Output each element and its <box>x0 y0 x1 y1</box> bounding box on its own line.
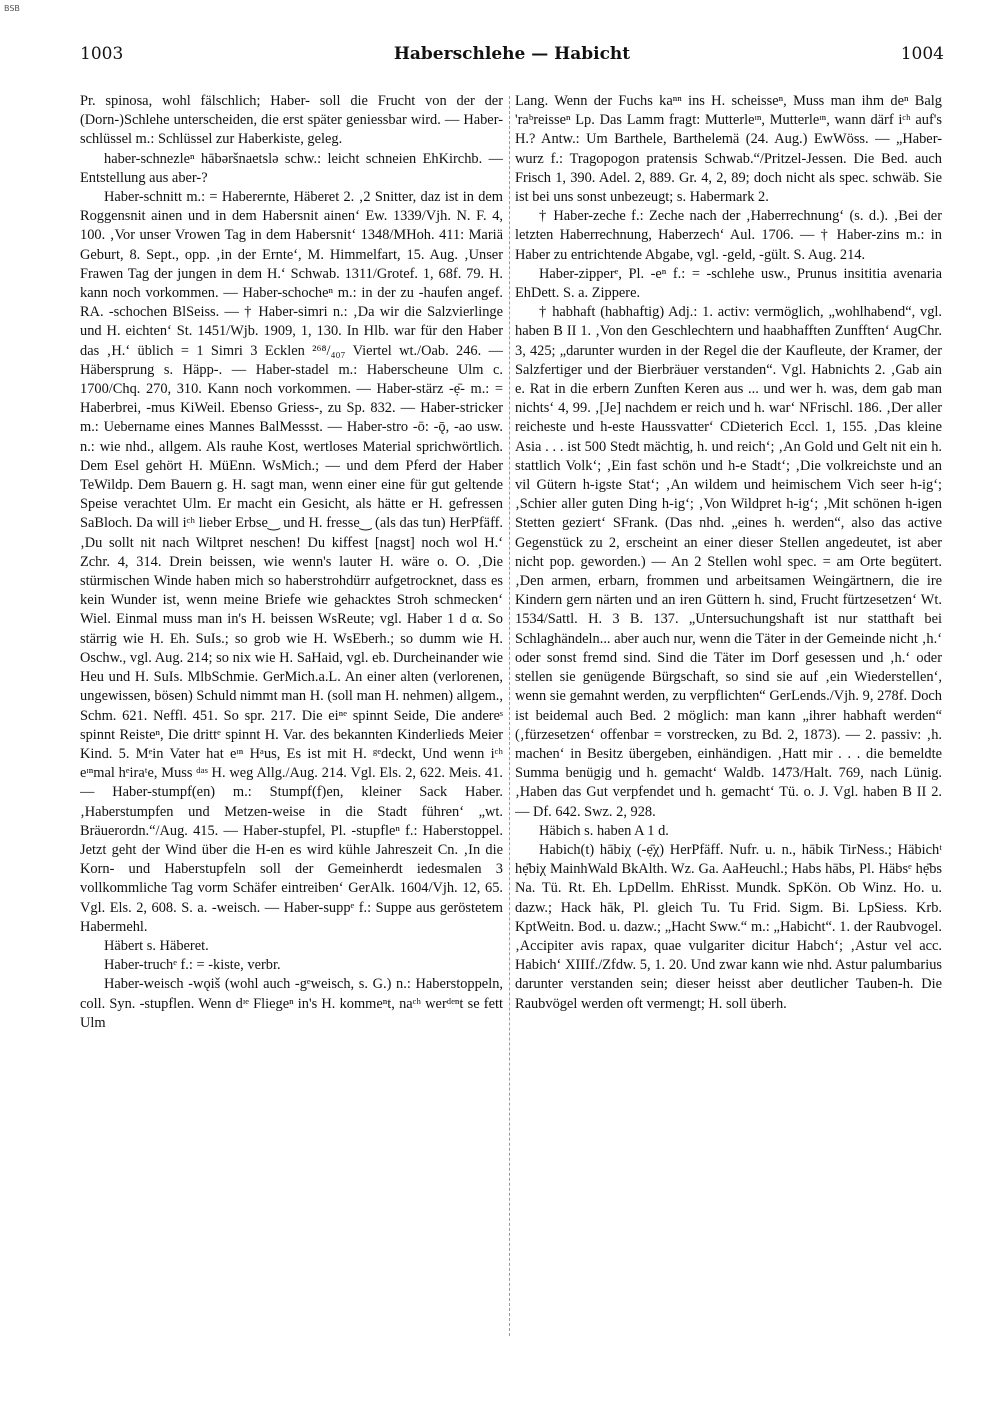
entry-haber-schnitt: Haber-schnitt m.: = Haberernte, Häberet 2. ‚2 Snitter, daz ist in dem Roggensnit ainen und in dem Habersnit ainen‘ Ew. 1339/Vjh. N. F. 4, 100. ‚Vor unser Vrowen Tag in dem Habersnit‘ 1348/MHoh. 411: Mariä Geburt, 8. Sept., opp. ‚in der Ernte‘, M. Himmelfart, 15. Aug. ‚Unser Frawen Tag der jungen in dem H.‘ Schwab. 1311/Grotef. 1, 68f. 79. H. kann noch vorkommen. — Haber-schocheⁿ m.: in der zu -haufen angef. RA. -schochen BlSeiss. — † Haber-simri n.: ‚Da wir die Salzvierlinge und H. eichten‘ St. 1451/Wjb. 1909, 1, 130. In Hlb. war für den Haber das ‚H.‘ üblich = 1 Simri 3 Ecklen ²⁶⁸/₄₀₇ Viertel wt./Oab. 246. — Häbersprung s. Häpp-. — Haber-stadel m.: Haberscheune Ulm c. 1700/Chq. 270, 310. Kann noch vorkommen. — Haber-stärz -ẹ̄- m.: = Haberbrei, -mus KiWeil. Ebenso Griess-, zu Sp. 832. — Haber-stricker m.: Uebername eines Mannes BalMessst. — Haber-stro -ō: -ǭ, -ao usw. n.: wie nhd., allgem. Als rauhe Kost, wertloses Material sprichwörtlich. Dem Esel gehört H. MüEnn. WsMich.; — und dem Pferd der Haber TeWildp. Dem Bauern g. H. sagt man, wenn einer eine für gut geltende Speise verachtet Ulm. Er macht ein Gesicht, als hätte er H. gefressen SaBloch. Da will iᶜʰ lieber Erbse‿ und H. fresse‿ (als das tun) HerPfäff. ‚Du sollt nit nach Wiltpret neschen! Du kiffest [nagst] noch wol H.‘ Zchr. 4, 314. Drein beissen, wie wenn's lauter H. wäre o. O. ‚Die stürmischen Winde haben mich so haberstrohdürr aufgetrocknet, dass es kein Wunder ist, wenn meine Briefe wie gehacktes Stroh schmecken‘ Wiel. Einmal muss man in's H. beissen WsReute; vgl. Haber 1 d α. So stärrig wie H. Eh. SuIs.; so grob wie H. WsEberh.; so dumm wie H. Oschw., vgl. Aug. 214; so nix wie H. SaHaid, vgl. eb. Durcheinander wie Heu und H. SuIs. MlbSchmie. GerMich.a.L. An einer alten (verlorenen, ungewissen, bösen) Schuld nimmt man H. (soll man H. nehmen) allgem., Schm. 621. Neffl. 451. So spr. 217. Die eiⁿᵉ spinnt Seide, Die andereˢ spinnt Reisteⁿ, Die drittᵉ spinnt H. Var. des bekannten Kinderlieds Meier Kind. 5. Mᵉin Vater hat eᶦⁿ Hᵃus, Es ist mit H. ᵍᵉdeckt, Und wenn iᶜʰ eᶦⁿmal hᵉiraᵗe, Muss ᵈᵃˢ H. weg Allg./Aug. 214. Vgl. Els. 2, 622. Meis. 41. — Haber-stumpf(en) m.: Stumpf(f)en, kleiner Sack Haber. ‚Haberstumpfen und Metzen-weise in die Stadt führen‘ „wt. Bräuerordn.“/Aug. 415. — Haber-stupfel, Pl. -stupfleⁿ f.: Haberstoppel. Jetzt geht der Wind über die H-en es wird kühle Jahreszeit Cn. ‚In die Korn- und Haberstupfeln soll der Gemeinherdt iedesmalen 3 vollkommliche Tag vorm Schäfer eintreiben‘ GerAlk. 1604/Vjh. 12, 65. Vgl. Els. 2, 608. S. a. -weisch. — Haber-suppᵉ f.: Suppe aus geröstetem Habermehl. <box>80 189 503 935</box>
entry-haber-zeche: † Haber-zeche f.: Zeche nach der ‚Haberrechnung‘ (s. d.). ‚Bei der letzten Haberrechnung, Haberzech‘ Aul. 1706. — † Haber-zins m.: in Haber zu entrichtende Abgabe, vgl. -geld, -gült. S. Aug. 214. <box>515 208 942 263</box>
entry-haber-weisch: Haber-weisch -wǫiš (wohl auch -gᵉweisch, s. G.) n.: Haberstoppeln, coll. Syn. -stupflen. Wenn dᶦᵉ Fliegeⁿ in's H. kommeⁿt, naᶜʰ werᵈᵉⁿt se fett Ulm <box>80 976 503 1031</box>
library-stamp: BSB <box>4 4 20 13</box>
entry-haber-schnezlen: haber-schnezleⁿ hābəršnaetslə schw.: leicht schneien EhKirchb. — Entstellung aus aber-? <box>80 150 503 186</box>
entry-habicht: Habich(t) hābiχ (-ẹ̄χ) HerPfäff. Nufr. u. n., hābik TirNess.; Häbichᵗ hẹ̄biχ MainhWald BkAlth. Wz. Ga. AaHeuchl.; Habs hābs, Pl. Häbsᵉ hẹ̄bs Na. Tü. Rt. Eh. LpDellm. EhRisst. Mundk. SpKön. Ob Winz. Ho. u. dazw.; Hack hāk, Pl. gleich Tu. Tu Frid. Sigm. Bi. LpSiess. Krb. KptWeitn. Bod. u. dazw.; „Hacht Sww.“ m.: „Habicht“. 1. der Raubvogel. ‚Accipiter avis rapax, quae vulgariter dicitur Habch‘; ‚Astur vel acc. Habich‘ XIIIf./Zfdw. 5, 1. 20. Und zwar kann wie nhd. Astur palumbarius darunter verstanden sein; dieser heisst aber deutlicher Tauben-h. Die Raubvögel werden oft vermengt; H. soll überh. <box>515 841 942 1012</box>
column-divider <box>509 96 510 1336</box>
right-column <box>515 92 942 1372</box>
entry-paragraph: Lang. Wenn der Fuchs kaⁿⁿ ins H. scheisseⁿ, Muss man ihm deⁿ Balg 'raᵇreisseⁿ Lp. Das Lamm fragt: Mutterleᶦⁿ, Mutterleᶦⁿ, wann därf iᶜʰ auf's H.? Antw.: Um Barthele, Barthelemä (24. Aug.) EwWöss. — „Haber-wurz f.: Tragopogon pratensis Schwab.“/Pritzel-Jessen. Die Bed. auch Frisch 1, 390. Adel. 2, 889. Gr. 4, 2, 89; doch nicht als spec. schwäb. Sie ist bei uns sonst unbezeugt; s. Habermark 2. <box>515 93 942 206</box>
entry-haebert: Häbert s. Häberet. <box>104 937 209 954</box>
entry-paragraph: Pr. spinosa, wohl fälschlich; Haber- soll die Frucht von der der (Dorn-)Schlehe unterscheiden, die erst später geniessbar wird. — Haber-schlüssel m.: Schlüssel zur Haberkiste, geleg. <box>80 93 503 148</box>
entry-habhaft: † habhaft (habhaftig) Adj.: 1. activ: vermöglich, „wohlhabend“, vgl. haben B II 1. ‚Von den Geschlechtern und haabhafften Zunfften‘ AugChr. 3, 425; „darunter wurden in der Regel die der Kaufleute, der Kramer, der Salzfertiger und der Bierbräuer verstanden“. Vgl. Habnichts 2. ‚Gab ain e. Rat in die erbern Zunften Keren aus ... und wer h. was, dem gab man nichts‘ 4, 99. ‚[Je] nachdem er reich und h. war‘ NFrischl. 186. ‚Der aller reicheste und h-este Haussvatter‘ CDieterich Eccl. 1, 155. ‚Das kleine Asia . . . ist 500 Stedt mächtig, h. und reich‘; ‚An Gold und Gelt nit ein h. stattlich Volk‘; ‚Ein fast schön und h-e Stadt‘; ‚Die volkreichste und an vil Gütern h-igste Stat‘; ‚An wildem und heimischem Vich seer h-ig‘; ‚Schier aller guten Ding h-ig‘; ‚Von Wildpret h-ig‘; ‚Mit schönen h-igen Stetten geziert‘ SFrank. (Das nhd. „eines h. werden“, also das active Gegenstück zu 2, erscheint an einer dieser Stellen angedeutet, ist aber nicht pop. geworden.) — An 2 Stellen wohl spec. = am Orte begütert. ‚Den armen, erbarn, frommen und arbeitsamen Weingärtnern, die ire Kindern gern närten und an iren Güttern h. sind, Frucht fürtzesetzen‘ Wt. 1534/Sattl. H. 3 B. 137. „Untersuchungshaft ist nur statthaft bei Schlaghändeln... aber auch nur, wenn die Täter in der Gemeinde nicht ‚h.‘ oder sonst fremd sind. Sind die Täter im Dorf gesessen und ‚h.‘ oder stellen sie genügende Bürgschaft, so sind sie auf ‚ein Wiederstellen‘, wenn sie gemahnt werden, zu verpflichten“ GerLends./Vjh. 9, 278f. Doch ist beidemal auch Bed. 2 möglich: man kann „ihrer habhaft werden“ (‚fürzesetzen‘ offenbar = vorstrecken, zu Bd. 2, 1873). — 2. passiv: ‚h. machen‘ in Besitz übergeben, einhändigen. ‚Hatt mir . . . die bemeldte Summa benügig und h. gemacht‘ Waldb. 1473/Halt. 769, nach Lünig. ‚Haben das Gut verpfendet und h. gemacht‘ Tü. o. J. Vgl. haben B II 2. — Df. 642. Swz. 2, 928. <box>515 304 942 820</box>
page-title: Haberschlehe — Habicht <box>393 44 631 64</box>
entry-haber-truche: Haber-truchᵉ f.: = -kiste, verbr. <box>104 957 281 974</box>
left-column <box>80 92 503 1372</box>
page-number-right: 1004 <box>900 44 944 64</box>
entry-haebich: Häbich s. haben A 1 d. <box>539 822 669 839</box>
entry-haber-zippere: Haber-zipperᵉ, Pl. -eⁿ f.: = -schlehe usw., Prunus insititia avenaria EhDett. S. a. Zippere. <box>515 265 942 302</box>
page-header <box>80 44 944 68</box>
page-number-left: 1003 <box>80 44 124 64</box>
